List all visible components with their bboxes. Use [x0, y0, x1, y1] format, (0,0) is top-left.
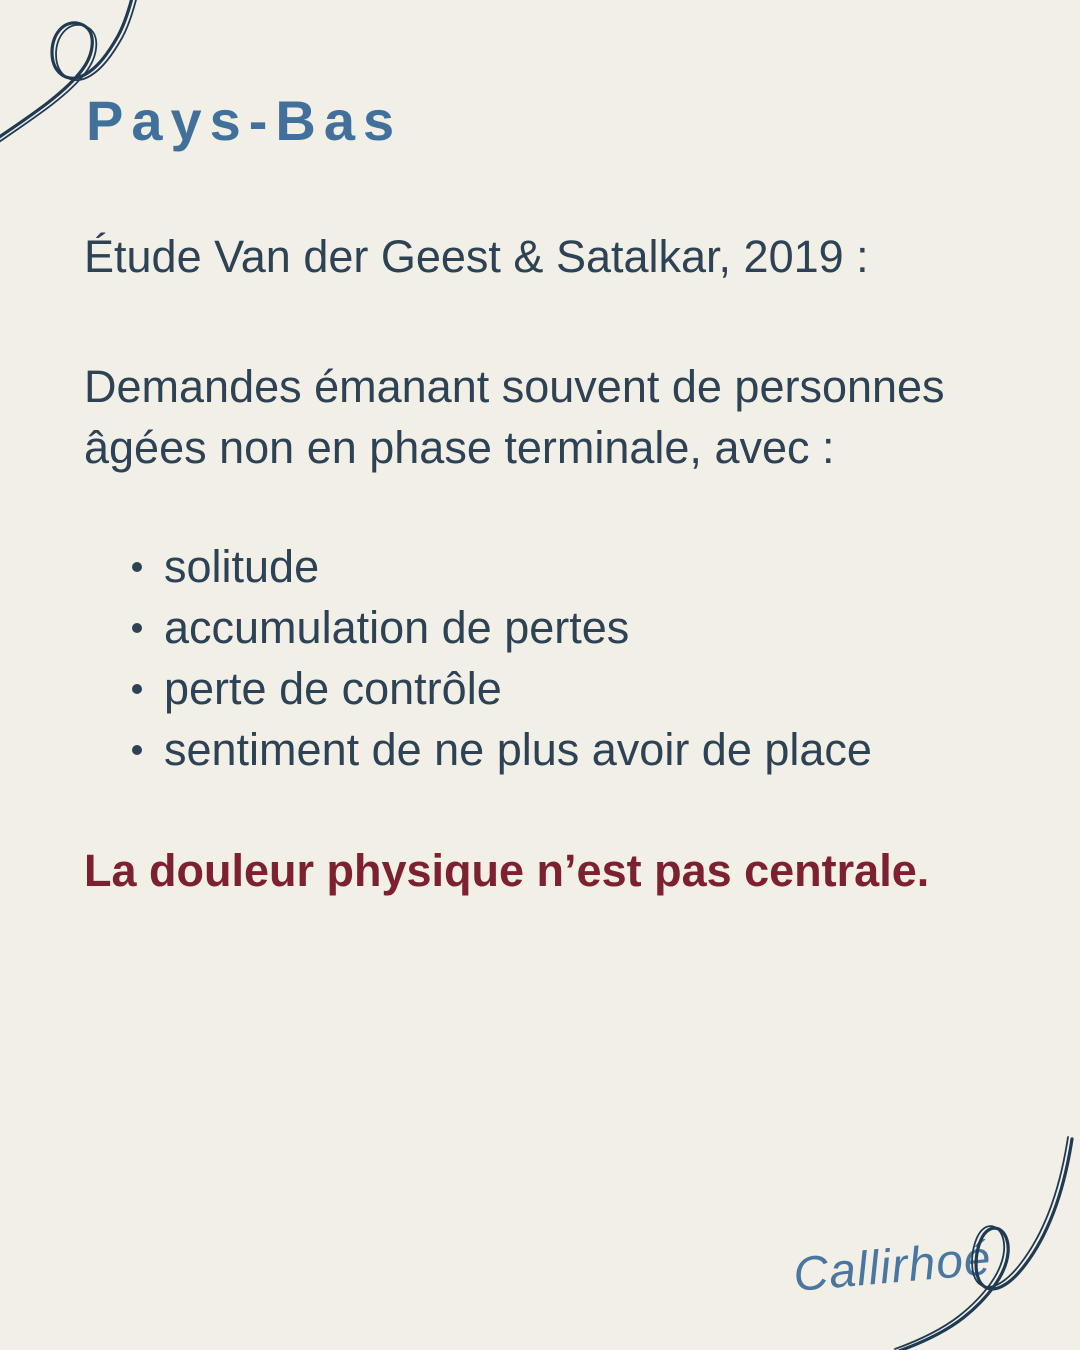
signature-text: Callirhoé: [791, 1231, 994, 1303]
intro-line-1: Demandes émanant souvent de personnes: [84, 361, 945, 412]
intro-line-2: âgées non en phase terminale, avec :: [84, 422, 835, 473]
page-title: Pays-Bas: [86, 89, 403, 152]
reasons-bullet-list: [84, 536, 984, 780]
list-item: accumulation de pertes: [84, 597, 984, 658]
intro-paragraph: [84, 356, 1004, 478]
key-message-text: La douleur physique n’est pas centrale.: [84, 845, 930, 896]
study-reference-text: Étude Van der Geest & Satalkar, 2019 :: [84, 231, 869, 282]
list-item: sentiment de ne plus avoir de place: [84, 719, 984, 780]
list-item: perte de contrôle: [84, 658, 984, 719]
list-item: solitude: [84, 536, 984, 597]
